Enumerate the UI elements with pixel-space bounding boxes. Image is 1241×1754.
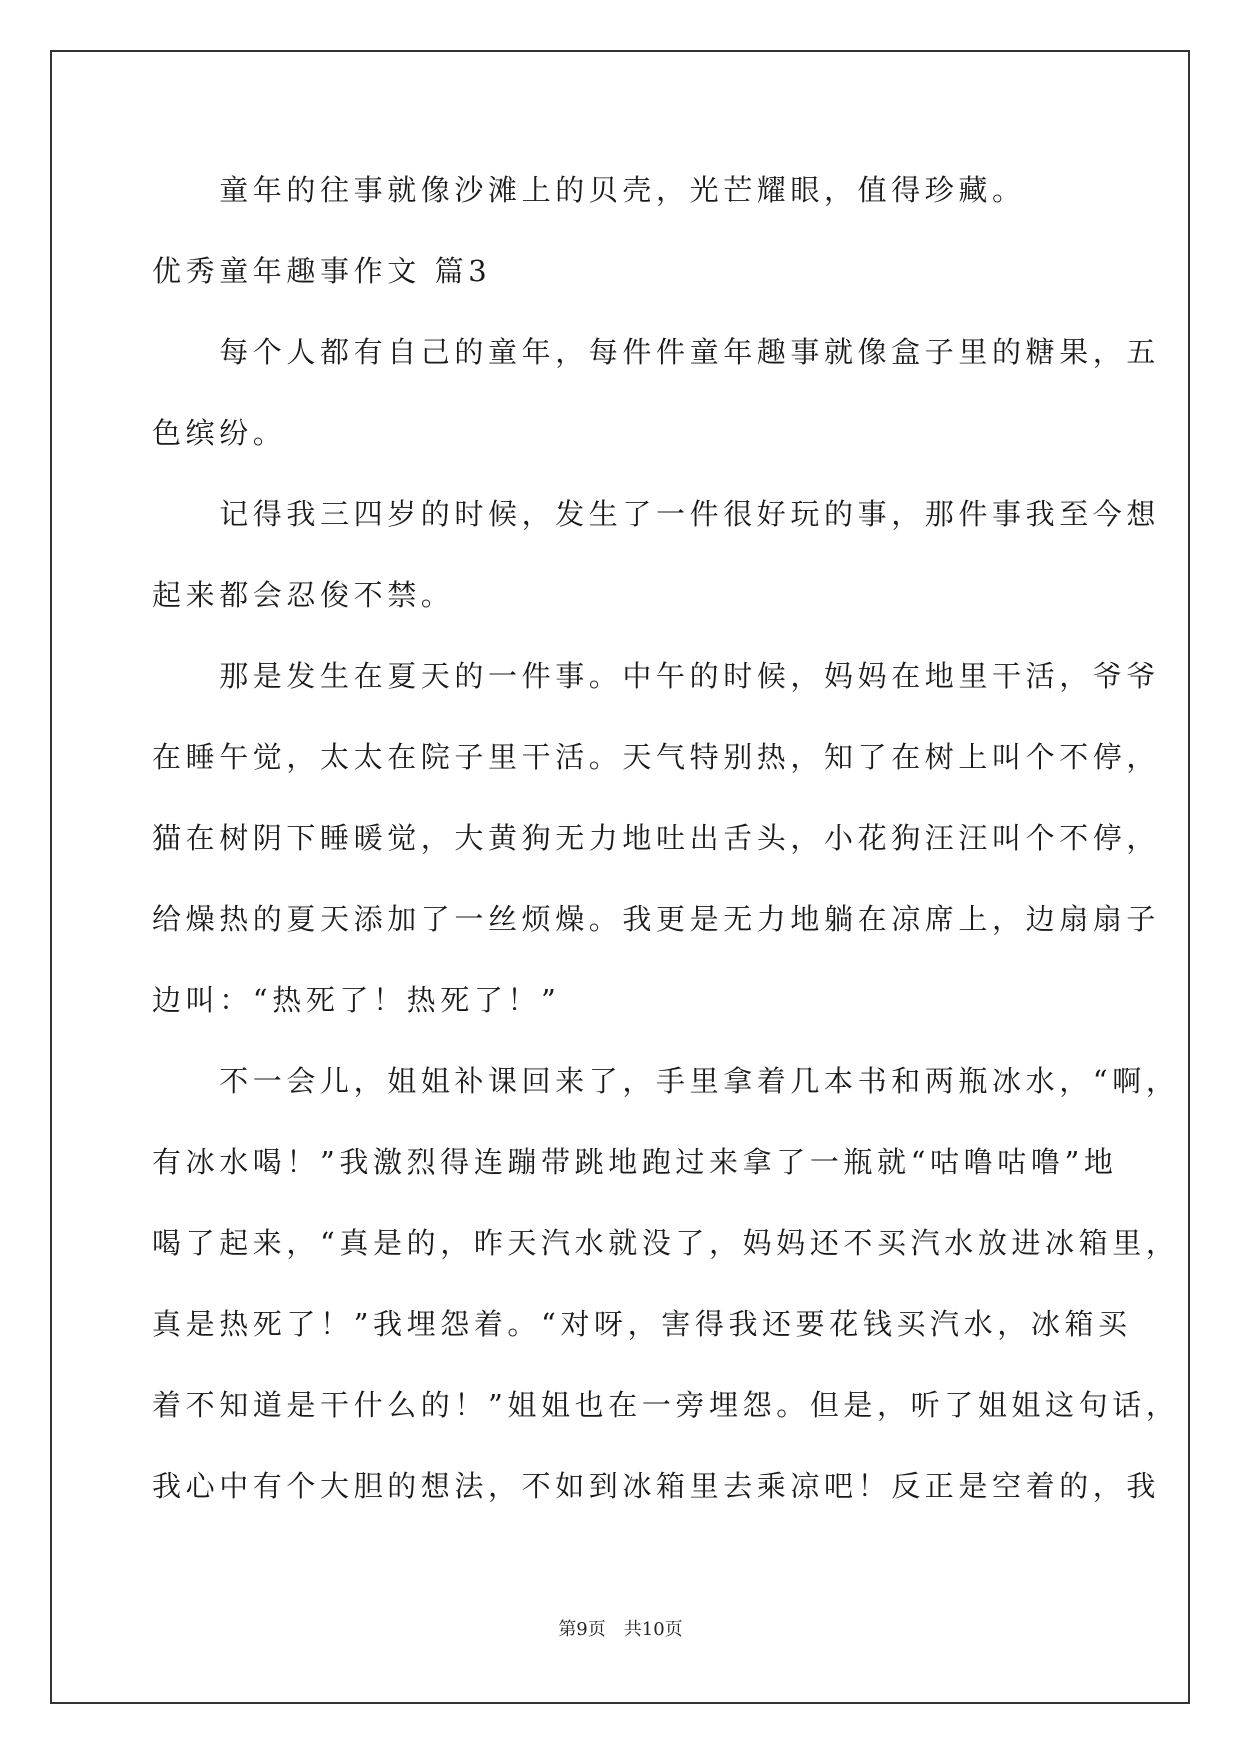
page-frame xyxy=(50,50,1190,1704)
paragraph-line: 着不知道是干什么的！”姐姐也在一旁埋怨。但是，听了姐姐这句话， xyxy=(152,1388,1180,1422)
paragraph-line: 童年的往事就像沙滩上的贝壳，光芒耀眼，值得珍藏。 xyxy=(152,173,1026,207)
paragraph-line: 每个人都有自己的童年，每件件童年趣事就像盒子里的糖果，五 xyxy=(152,335,1161,369)
paragraph-line: 记得我三四岁的时候，发生了一件很好玩的事，那件事我至今想 xyxy=(152,497,1161,531)
page-footer xyxy=(0,1618,1241,1642)
paragraph-line: 真是热死了！”我埋怨着。“对呀，害得我还要花钱买汽水，冰箱买 xyxy=(152,1307,1132,1341)
page-number: 第9页 xyxy=(558,1619,606,1640)
paragraph-line: 我心中有个大胆的想法，不如到冰箱里去乘凉吧！反正是空着的，我 xyxy=(152,1469,1161,1503)
paragraph-line: 在睡午觉，太太在院子里干活。天气特别热，知了在树上叫个不停， xyxy=(152,740,1161,774)
paragraph-line: 起来都会忍俊不禁。 xyxy=(152,578,455,612)
paragraph-line: 色缤纷。 xyxy=(152,416,287,450)
paragraph-line: 猫在树阴下睡暖觉，大黄狗无力地吐出舌头，小花狗汪汪叫个不停， xyxy=(152,821,1161,855)
paragraph-line: 喝了起来，“真是的，昨天汽水就没了，妈妈还不买汽水放进冰箱里， xyxy=(152,1226,1180,1260)
paragraph-line: 边叫：“热死了！热死了！” xyxy=(152,983,561,1017)
paragraph-line: 有冰水喝！”我激烈得连蹦带跳地跑过来拿了一瓶就“咕噜咕噜”地 xyxy=(152,1145,1118,1179)
paragraph-line: 给燥热的夏天添加了一丝烦燥。我更是无力地躺在凉席上，边扇扇子 xyxy=(152,902,1161,936)
paragraph-line: 那是发生在夏天的一件事。中午的时候，妈妈在地里干活，爷爷 xyxy=(152,659,1161,693)
section-heading: 优秀童年趣事作文 篇3 xyxy=(152,254,492,288)
page-total: 共10页 xyxy=(623,1619,683,1640)
paragraph-line: 不一会儿，姐姐补课回来了，手里拿着几本书和两瓶冰水，“啊， xyxy=(152,1064,1180,1098)
